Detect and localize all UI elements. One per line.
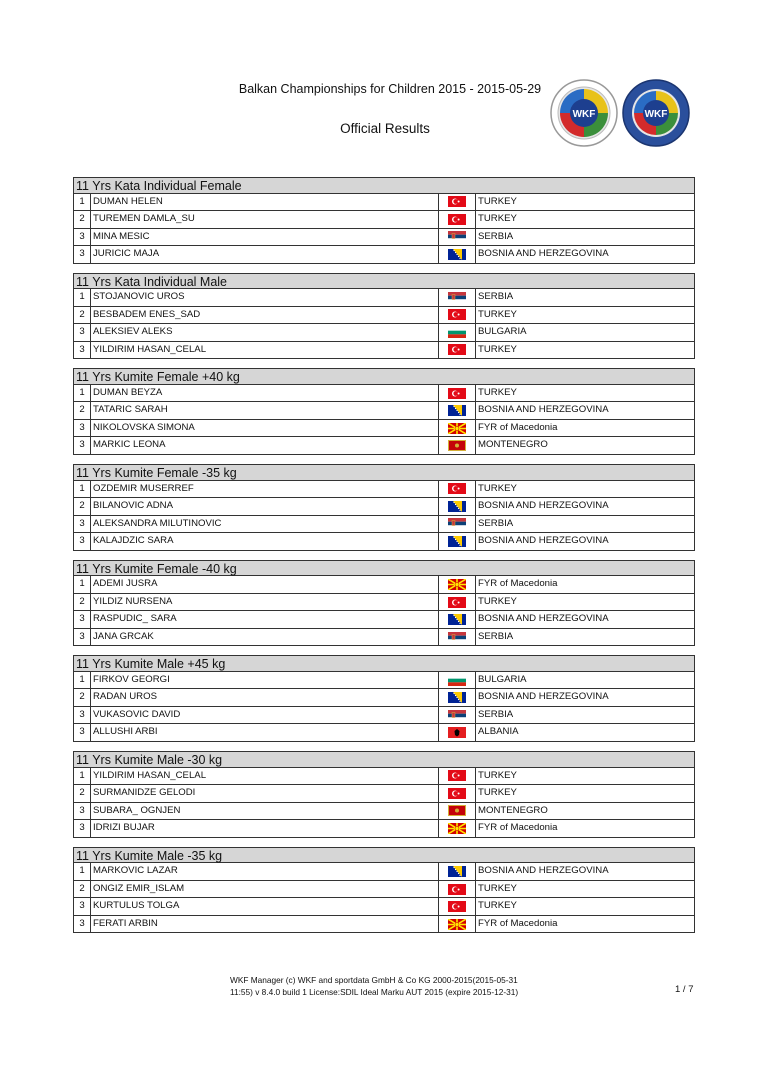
flag-cell: [439, 402, 476, 419]
bosnia-flag-icon: [448, 692, 466, 703]
serbia-flag-icon: [448, 292, 466, 303]
country-cell: ALBANIA: [478, 726, 519, 738]
country-cell: TURKEY: [478, 482, 517, 494]
flag-cell: [439, 611, 476, 628]
rank-cell: 1: [74, 481, 91, 498]
athlete-name-cell: SUBARA_ OGNJEN: [91, 803, 439, 820]
athlete-name-cell: SURMANIDZE GELODI: [91, 785, 439, 802]
flag-cell: [439, 437, 476, 454]
flag-cell: [439, 324, 476, 341]
athlete-name-cell: ALLUSHI ARBI: [91, 724, 439, 741]
country-cell: FYR of Macedonia: [478, 421, 558, 433]
flag-cell: [439, 785, 476, 802]
country-cell: MONTENEGRO: [478, 804, 548, 816]
flag-cell: [439, 724, 476, 741]
country-cell: BOSNIA AND HERZEGOVINA: [478, 500, 609, 512]
athlete-name-cell: BILANOVIC ADNA: [91, 498, 439, 515]
flag-cell: [439, 881, 476, 898]
country-cell: TURKEY: [478, 386, 517, 398]
table-row: [73, 342, 695, 360]
flag-cell: [439, 246, 476, 263]
country-cell: FYR of Macedonia: [478, 917, 558, 929]
document-title: Balkan Championships for Children 2015 - 2015-05-29: [238, 82, 542, 96]
result-category: [73, 560, 695, 647]
flag-cell: [439, 768, 476, 785]
athlete-name-cell: BESBADEM ENES_SAD: [91, 307, 439, 324]
bosnia-flag-icon: [448, 536, 466, 547]
athlete-name-cell: MINA MESIC: [91, 229, 439, 246]
table-row: [73, 803, 695, 821]
country-cell: TURKEY: [478, 900, 517, 912]
flag-cell: [439, 211, 476, 228]
result-category: [73, 368, 695, 455]
table-row: [73, 707, 695, 725]
albania-flag-icon: [448, 727, 466, 738]
rank-cell: 2: [74, 402, 91, 419]
rank-cell: 3: [74, 820, 91, 837]
country-cell: SERBIA: [478, 708, 514, 720]
table-row: [73, 307, 695, 325]
balkan-karate-federation-logo: [549, 78, 619, 148]
svg-text:WKF: WKF: [572, 109, 596, 120]
athlete-name-cell: YILDIRIM HASAN_CELAL: [91, 342, 439, 359]
turkey-flag-icon: [448, 788, 466, 799]
country-cell: BOSNIA AND HERZEGOVINA: [478, 404, 609, 416]
table-row: [73, 863, 695, 881]
flag-cell: [439, 576, 476, 593]
footer-line-2: 11:55) v 8.4.0 build 1 License:SDIL Ideal Marku AUT 2015 (expire 2015-12-31): [230, 987, 519, 997]
flag-cell: [439, 689, 476, 706]
flag-cell: [439, 307, 476, 324]
athlete-name-cell: JANA GRCAK: [91, 629, 439, 646]
rank-cell: 3: [74, 898, 91, 915]
rank-cell: 1: [74, 863, 91, 880]
rank-cell: 1: [74, 385, 91, 402]
turkey-flag-icon: [448, 884, 466, 895]
turkey-flag-icon: [448, 344, 466, 355]
country-cell: SERBIA: [478, 230, 514, 242]
athlete-name-cell: FIRKOV GEORGI: [91, 672, 439, 689]
table-row: [73, 420, 695, 438]
bosnia-flag-icon: [448, 866, 466, 877]
category-title: 11 Yrs Kumite Male -35 kg: [73, 847, 695, 864]
serbia-flag-icon: [448, 518, 466, 529]
athlete-name-cell: DUMAN HELEN: [91, 194, 439, 211]
athlete-name-cell: YILDIZ NURSENA: [91, 594, 439, 611]
flag-cell: [439, 672, 476, 689]
table-row: [73, 881, 695, 899]
category-title: 11 Yrs Kata Individual Male: [73, 273, 695, 290]
table-row: [73, 498, 695, 516]
flag-cell: [439, 707, 476, 724]
rank-cell: 1: [74, 768, 91, 785]
country-cell: FYR of Macedonia: [478, 578, 558, 590]
category-title: 11 Yrs Kumite Female +40 kg: [73, 368, 695, 385]
serbia-flag-icon: [448, 231, 466, 242]
table-row: [73, 916, 695, 934]
flag-cell: [439, 516, 476, 533]
table-row: [73, 194, 695, 212]
bosnia-flag-icon: [448, 405, 466, 416]
country-cell: TURKEY: [478, 343, 517, 355]
turkey-flag-icon: [448, 770, 466, 781]
athlete-name-cell: TUREMEN DAMLA_SU: [91, 211, 439, 228]
macedonia-flag-icon: [448, 579, 466, 590]
table-row: [73, 768, 695, 786]
turkey-flag-icon: [448, 309, 466, 320]
table-row: [73, 324, 695, 342]
table-row: [73, 437, 695, 455]
athlete-name-cell: IDRIZI BUJAR: [91, 820, 439, 837]
athlete-name-cell: ALEKSIEV ALEKS: [91, 324, 439, 341]
flag-cell: [439, 229, 476, 246]
bosnia-flag-icon: [448, 501, 466, 512]
rank-cell: 3: [74, 707, 91, 724]
rank-cell: 3: [74, 342, 91, 359]
flag-cell: [439, 420, 476, 437]
country-cell: TURKEY: [478, 882, 517, 894]
rank-cell: 2: [74, 498, 91, 515]
rank-cell: 2: [74, 594, 91, 611]
athlete-name-cell: DUMAN BEYZA: [91, 385, 439, 402]
athlete-name-cell: STOJANOVIC UROS: [91, 289, 439, 306]
rank-cell: 3: [74, 803, 91, 820]
result-category: [73, 847, 695, 934]
turkey-flag-icon: [448, 214, 466, 225]
table-row: [73, 629, 695, 647]
table-row: [73, 594, 695, 612]
country-cell: TURKEY: [478, 787, 517, 799]
svg-text:WKF: WKF: [644, 109, 668, 120]
flag-cell: [439, 533, 476, 550]
country-cell: BULGARIA: [478, 673, 527, 685]
flag-cell: [439, 629, 476, 646]
macedonia-flag-icon: [448, 919, 466, 930]
result-category: [73, 177, 695, 264]
bulgaria-flag-icon: [448, 327, 466, 338]
table-row: [73, 211, 695, 229]
montenegro-flag-icon: [448, 440, 466, 451]
country-cell: SERBIA: [478, 517, 514, 529]
athlete-name-cell: KALAJDZIC SARA: [91, 533, 439, 550]
category-title: 11 Yrs Kumite Male -30 kg: [73, 751, 695, 768]
table-row: [73, 820, 695, 838]
athlete-name-cell: OZDEMIR MUSERREF: [91, 481, 439, 498]
turkey-flag-icon: [448, 901, 466, 912]
european-karate-federation-logo: [621, 78, 691, 148]
table-row: [73, 689, 695, 707]
rank-cell: 3: [74, 533, 91, 550]
flag-cell: [439, 820, 476, 837]
country-cell: FYR of Macedonia: [478, 822, 558, 834]
athlete-name-cell: YILDIRIM HASAN_CELAL: [91, 768, 439, 785]
rank-cell: 3: [74, 724, 91, 741]
athlete-name-cell: MARKIC LEONA: [91, 437, 439, 454]
footer-license: [230, 974, 590, 998]
rank-cell: 1: [74, 576, 91, 593]
athlete-name-cell: TATARIC SARAH: [91, 402, 439, 419]
rank-cell: 3: [74, 437, 91, 454]
country-cell: TURKEY: [478, 213, 517, 224]
table-row: [73, 672, 695, 690]
category-title: 11 Yrs Kata Individual Female: [73, 177, 695, 194]
table-row: [73, 611, 695, 629]
serbia-flag-icon: [448, 632, 466, 643]
footer-line-1: WKF Manager (c) WKF and sportdata GmbH & Co KG 2000-2015(2015-05-31: [230, 975, 518, 985]
result-category: [73, 751, 695, 838]
rank-cell: 3: [74, 916, 91, 933]
flag-cell: [439, 803, 476, 820]
table-row: [73, 898, 695, 916]
country-cell: BOSNIA AND HERZEGOVINA: [478, 865, 609, 877]
serbia-flag-icon: [448, 710, 466, 721]
flag-cell: [439, 863, 476, 880]
flag-cell: [439, 289, 476, 306]
athlete-name-cell: NIKOLOVSKA SIMONA: [91, 420, 439, 437]
rank-cell: 2: [74, 307, 91, 324]
category-title: 11 Yrs Kumite Female -35 kg: [73, 464, 695, 481]
bosnia-flag-icon: [448, 249, 466, 260]
montenegro-flag-icon: [448, 805, 466, 816]
table-row: [73, 533, 695, 551]
result-category: [73, 655, 695, 742]
rank-cell: 3: [74, 611, 91, 628]
rank-cell: 1: [74, 194, 91, 211]
turkey-flag-icon: [448, 196, 466, 207]
flag-cell: [439, 594, 476, 611]
flag-cell: [439, 385, 476, 402]
table-row: [73, 785, 695, 803]
rank-cell: 3: [74, 420, 91, 437]
athlete-name-cell: ADEMI JUSRA: [91, 576, 439, 593]
category-title: 11 Yrs Kumite Male +45 kg: [73, 655, 695, 672]
country-cell: SERBIA: [478, 630, 514, 642]
macedonia-flag-icon: [448, 423, 466, 434]
athlete-name-cell: RASPUDIC_ SARA: [91, 611, 439, 628]
category-title: 11 Yrs Kumite Female -40 kg: [73, 560, 695, 577]
flag-cell: [439, 498, 476, 515]
rank-cell: 3: [74, 246, 91, 263]
page-number: 1 / 7: [675, 984, 694, 995]
table-row: [73, 229, 695, 247]
rank-cell: 3: [74, 229, 91, 246]
bosnia-flag-icon: [448, 614, 466, 625]
table-row: [73, 289, 695, 307]
country-cell: BOSNIA AND HERZEGOVINA: [478, 248, 609, 259]
turkey-flag-icon: [448, 483, 466, 494]
table-row: [73, 246, 695, 264]
rank-cell: 3: [74, 516, 91, 533]
rank-cell: 2: [74, 881, 91, 898]
country-cell: TURKEY: [478, 308, 517, 320]
athlete-name-cell: FERATI ARBIN: [91, 916, 439, 933]
rank-cell: 1: [74, 672, 91, 689]
table-row: [73, 402, 695, 420]
results-tables: [73, 177, 695, 943]
country-cell: MONTENEGRO: [478, 439, 548, 451]
result-category: [73, 464, 695, 551]
rank-cell: 2: [74, 211, 91, 228]
table-row: [73, 576, 695, 594]
document-subtitle: Official Results: [340, 121, 430, 136]
athlete-name-cell: ALEKSANDRA MILUTINOVIC: [91, 516, 439, 533]
rank-cell: 3: [74, 324, 91, 341]
athlete-name-cell: RADAN UROS: [91, 689, 439, 706]
flag-cell: [439, 481, 476, 498]
table-row: [73, 724, 695, 742]
rank-cell: 2: [74, 785, 91, 802]
athlete-name-cell: KURTULUS TOLGA: [91, 898, 439, 915]
country-cell: BULGARIA: [478, 326, 527, 338]
table-row: [73, 385, 695, 403]
flag-cell: [439, 898, 476, 915]
result-category: [73, 273, 695, 360]
rank-cell: 1: [74, 289, 91, 306]
country-cell: TURKEY: [478, 595, 517, 607]
rank-cell: 2: [74, 689, 91, 706]
athlete-name-cell: MARKOVIC LAZAR: [91, 863, 439, 880]
country-cell: BOSNIA AND HERZEGOVINA: [478, 535, 609, 547]
table-row: [73, 516, 695, 534]
country-cell: BOSNIA AND HERZEGOVINA: [478, 691, 609, 703]
athlete-name-cell: JURICIC MAJA: [91, 246, 439, 263]
flag-cell: [439, 916, 476, 933]
rank-cell: 3: [74, 629, 91, 646]
flag-cell: [439, 342, 476, 359]
athlete-name-cell: ONGIZ EMIR_ISLAM: [91, 881, 439, 898]
turkey-flag-icon: [448, 597, 466, 608]
country-cell: TURKEY: [478, 769, 517, 781]
flag-cell: [439, 194, 476, 211]
country-cell: TURKEY: [478, 195, 517, 207]
macedonia-flag-icon: [448, 823, 466, 834]
country-cell: BOSNIA AND HERZEGOVINA: [478, 613, 609, 625]
table-row: [73, 481, 695, 499]
bulgaria-flag-icon: [448, 675, 466, 686]
country-cell: SERBIA: [478, 291, 514, 303]
athlete-name-cell: VUKASOVIC DAVID: [91, 707, 439, 724]
turkey-flag-icon: [448, 388, 466, 399]
